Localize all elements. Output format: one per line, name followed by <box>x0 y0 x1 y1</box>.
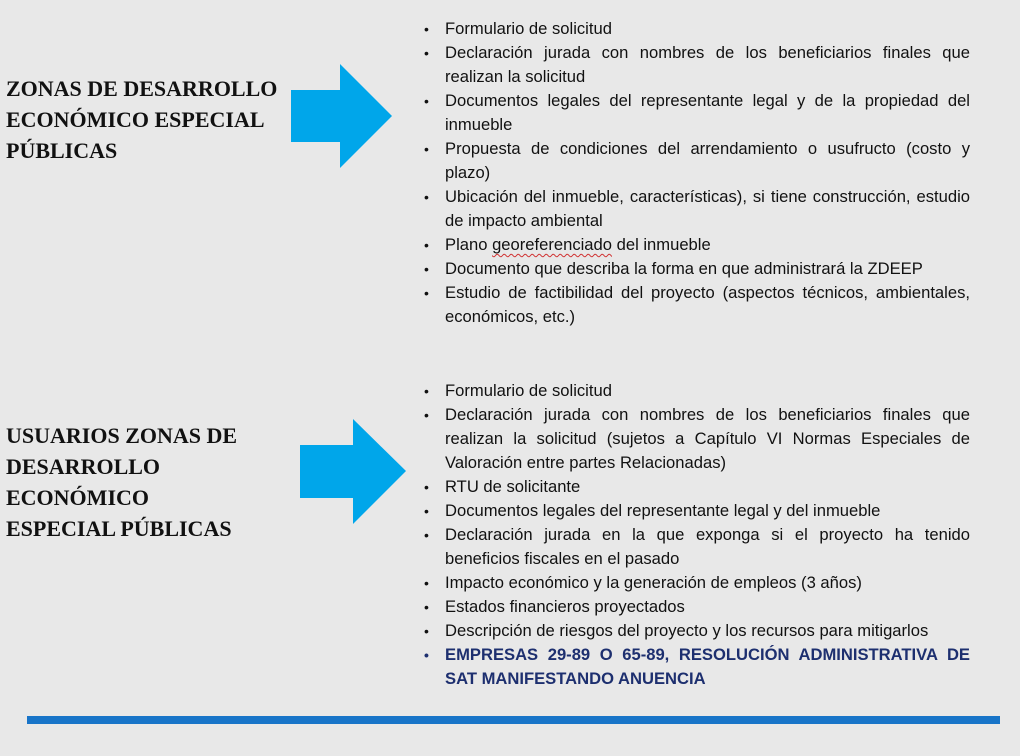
bullet-icon: • <box>424 623 429 639</box>
list-item: • Formulario de solicitud <box>420 379 970 403</box>
bullet-icon: • <box>424 527 429 543</box>
title-line: ESPECIAL PÚBLICAS <box>6 516 232 541</box>
list-item-emphasis: • EMPRESAS 29-89 O 65-89, RESOLUCIÓN ADMINISTRATIVA DE SAT MANIFESTANDO ANUENCIA <box>424 645 970 688</box>
bullet-icon: • <box>424 575 429 591</box>
bullet-icon: • <box>424 407 429 423</box>
list-item: • Declaración jurada con nombres de los beneficiarios finales que realizan la solicitud <box>424 43 970 86</box>
bullet-icon: • <box>424 647 429 663</box>
bullet-icon: • <box>424 479 429 495</box>
title-line: ZONAS DE DESARROLLO <box>6 76 278 101</box>
list-item: • Propuesta de condiciones del arrendamiento o usufructo (costo y plazo) <box>424 139 970 182</box>
list-item: • Documentos legales del representante legal y del inmueble <box>420 499 970 523</box>
bullet-icon: • <box>424 93 429 109</box>
bullet-icon: • <box>424 261 429 277</box>
requirements-list-zdeep <box>420 17 970 329</box>
list-item: • Ubicación del inmueble, características), si tiene construcción, estudio de impacto ambiental <box>424 187 970 230</box>
list-item: • Plano georeferenciado del inmueble <box>420 233 970 257</box>
bullet-icon: • <box>424 45 429 61</box>
title-line: DESARROLLO ECONÓMICO <box>6 454 161 510</box>
bullet-icon: • <box>424 141 429 157</box>
right-arrow-icon <box>291 64 392 168</box>
right-arrow-icon <box>300 419 406 524</box>
list-item: • Estados financieros proyectados <box>420 595 970 619</box>
list-item: • RTU de solicitante <box>420 475 970 499</box>
requirements-list-usuarios <box>420 379 970 691</box>
bullet-icon: • <box>424 503 429 519</box>
list-item: • Documento que describa la forma en que administrará la ZDEEP <box>420 257 970 281</box>
list-item: • Formulario de solicitud <box>420 17 970 41</box>
bullet-icon: • <box>424 189 429 205</box>
title-line: PÚBLICAS <box>6 138 118 163</box>
bullet-icon: • <box>424 383 429 399</box>
spellcheck-word: georeferenciado <box>492 235 612 254</box>
bullet-icon: • <box>424 237 429 253</box>
bullet-icon: • <box>424 285 429 301</box>
bottom-divider-bar <box>27 716 1000 724</box>
list-item: • Descripción de riesgos del proyecto y los recursos para mitigarlos <box>420 619 970 643</box>
section-title-zdeep <box>6 73 291 166</box>
list-item: • Impacto económico y la generación de empleos (3 años) <box>420 571 970 595</box>
bullet-icon: • <box>424 599 429 615</box>
title-line: USUARIOS ZONAS DE <box>6 423 238 448</box>
list-item: • Estudio de factibilidad del proyecto (aspectos técnicos, ambientales, económicos, etc.) <box>424 283 970 326</box>
list-item: • Declaración jurada en la que exponga si el proyecto ha tenido beneficios fiscales en el pasado <box>424 525 970 568</box>
list-item: • Declaración jurada con nombres de los beneficiarios finales que realizan la solicitud (sujetos a Capítulo VI Normas Especiales de Valoración entre partes Relacionadas) <box>424 405 970 472</box>
bullet-icon: • <box>424 21 429 37</box>
list-item: • Documentos legales del representante legal y de la propiedad del inmueble <box>424 91 970 134</box>
section-title-usuarios <box>6 420 306 544</box>
title-line: ECONÓMICO ESPECIAL <box>6 107 265 132</box>
